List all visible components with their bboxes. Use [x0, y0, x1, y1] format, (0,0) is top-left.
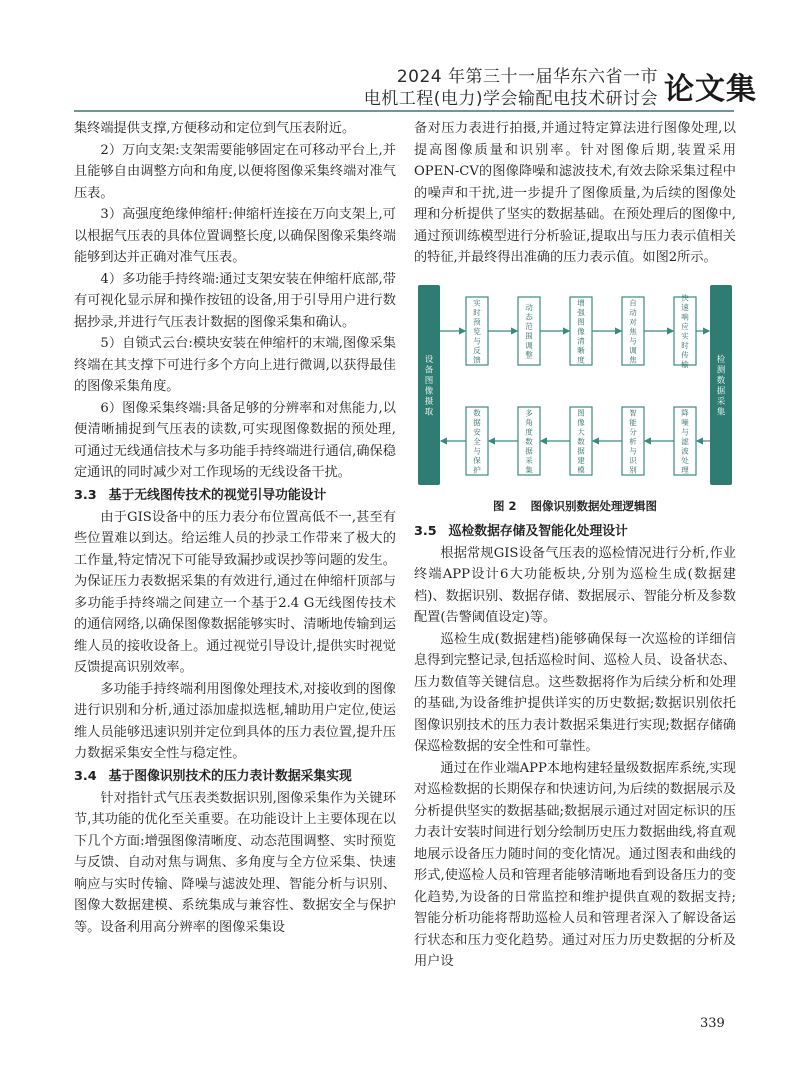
flow-box-label: 实时预览与反馈: [473, 297, 481, 364]
section-number: 3.3: [74, 487, 97, 503]
flow-box-label: 快速响应实时传输: [681, 293, 689, 369]
flow-box-label: 动态范围调整: [525, 302, 533, 359]
section-number: 3.4: [74, 768, 97, 784]
flow-diagram-svg: [414, 277, 736, 495]
page-header: [0, 0, 800, 108]
paragraph: 根据常规GIS设备气压表的巡检情况进行分析,作业终端APP设计6大功能板块,分别为巡检生成(数据建档)、数据识别、数据存储、数据展示、智能分析及参数配置(告警阈值设定)等。: [414, 545, 736, 625]
flow-box-top: [674, 292, 696, 369]
flow-box-label: 智能分析与识别: [629, 407, 637, 474]
flow-box-label: 增强图像清晰度: [577, 297, 585, 364]
flow-box-bottom: [622, 407, 644, 475]
flow-box-label: 数据安全与保护: [473, 407, 481, 474]
header-conference-year: 2024 年第三十一届华东六省一市: [396, 67, 658, 87]
section-number: 3.5: [414, 523, 437, 539]
flow-box-bottom: [466, 407, 488, 475]
flow-box-top: [570, 297, 592, 365]
paragraph: 通过在作业端APP本地构建轻量级数据库系统,实现对巡检数据的长期保存和快速访问,为后续的数据展示及分析提供坚实的数据基础;数据展示通过对固定标识的压力表计安装时间进行划分绘制历史压力数据曲线,将直观地展示设备压力随时间的变化情况。通过图表和曲线的形式,使巡检人员和管理者能够清晰地看到设备压力的变化趋势,为设备的日常监控和维护提供直观的数据支持;智能分析功能将帮助巡检人员和管理者深入了解设备运行状态和压力变化趋势。通过对压力历史数据的分析及用户设: [414, 760, 736, 969]
page-number: 339: [700, 1016, 725, 1031]
paragraph: 4）多功能手持终端:通过支架安装在伸缩杆底部,带有可视化显示屏和操作按钮的设备,用于引导用户进行数据抄录,并进行气压表计数据的图像采集和确认。: [74, 271, 396, 330]
figure-caption: [414, 497, 736, 515]
flow-box-label: 降噪与滤波处理: [681, 407, 689, 474]
paragraph: 多功能手持终端利用图像处理技术,对接收到的图像进行识别和分析,通过添加虚拟选框,辅助用户定位,使运维人员能够迅速识别并定位到具体的压力表位置,提升压力数据采集安全性与稳定性。: [74, 681, 396, 761]
flow-box-top: [518, 297, 540, 365]
section-title: 巡检数据存储及智能化处理设计: [448, 523, 628, 539]
flow-box-label: 自动对焦与调焦: [629, 297, 637, 364]
left-bar-label: 设备图像摄取: [424, 354, 434, 417]
paragraph: 备对压力表进行拍摄,并通过特定算法进行图像处理,以提高图像质量和识别率。针对图像后期,装置采用OPEN-CV的图像降噪和滤波技术,有效去除采集过程中的噪声和干扰,进一步提升了图像质量,为后续的图像处理和分析提供了坚实的数据基础。在预处理后的图像中,通过预训练模型进行分析验证,提取出与压力表示值相关的特征,并最终得出准确的压力表示值。如图2所示。: [414, 121, 736, 265]
section-heading-3-3: [74, 485, 396, 506]
left-column: [74, 118, 396, 938]
section-heading-3-4: [74, 766, 396, 787]
flow-box-top: [466, 297, 488, 365]
flow-box-label: 图像大数据建模: [577, 407, 585, 474]
figure-2-flow-diagram: [414, 277, 736, 495]
paragraph: 5）自锁式云台:模块安装在伸缩杆的末端,图像采集终端在其支撑下可进行多个方向上进行微调,以获得最佳的图像采集角度。: [74, 336, 396, 394]
paragraph: 6）图像采集终端:具备足够的分辨率和对焦能力,以便清晰捕捉到气压表的读数,可实现图像数据的预处理,可通过无线通信技术与多功能手持终端进行通信,确保稳定通讯的同时减少对工作现场的无线设备干扰。: [74, 400, 396, 480]
right-bar-label: 检测数据采集: [716, 354, 726, 417]
flow-box-bottom: [570, 407, 592, 475]
paragraph: 巡检生成(数据建档)能够确保每一次巡检的详细信息得到完整记录,包括巡检时间、巡检人员、设备状态、压力数值等关键信息。这些数据将作为后续分析和处理的基础,为设备维护提供详实的历史数据;数据识别依托图像识别技术的压力表计数据采集进行实现;数据存储确保巡检数据的安全性和可靠性。: [414, 631, 736, 754]
header-conference-name: 电机工程(电力)学会输配电技术研讨会: [363, 89, 658, 109]
paragraph: 由于GIS设备中的压力表分布位置高低不一,甚至有些位置难以到达。给运维人员的抄录工作带来了极大的工作量,特定情况下可能导致漏抄或误抄等问题的发生。为保证压力表数据采集的有效进行,通过在伸缩杆顶部与多功能手持终端之间建立一个基于2.4 G无线图传技术的通信网络,以确保图像数据能够实时、清晰地传输到运维人员的接收设备上。通过视觉引导设计,提供实时视觉反馈提高识别效率。: [74, 509, 396, 675]
section-heading-3-5: [414, 521, 736, 542]
caption-title: 图像识别数据处理逻辑图: [530, 498, 657, 513]
paragraph: 集终端提供支撑,方便移动和定位到气压表附近。: [74, 121, 356, 136]
flow-box-bottom: [518, 407, 540, 475]
flow-box-bottom: [674, 407, 696, 475]
paragraph: 2）万向支架:支架需要能够固定在可移动平台上,并且能够自由调整方向和角度,以便将图像采集终端对准气压表。: [74, 142, 396, 201]
header-logo-text: 论文集: [664, 72, 757, 107]
flow-box-top: [622, 297, 644, 365]
flow-box-label: 多角度数据采集: [525, 407, 533, 474]
caption-number: 图 2: [492, 498, 517, 513]
paragraph: 3）高强度绝缘伸缩杆:伸缩杆连接在万向支架上,可以根据气压表的具体位置调整长度,以确保图像采集终端能够到达并正确对准气压表。: [74, 207, 396, 265]
right-column: [414, 118, 736, 973]
section-title: 基于无线图传技术的视觉引导功能设计: [108, 487, 327, 503]
header-rule: [74, 110, 734, 112]
section-title: 基于图像识别技术的压力表计数据采集实现: [108, 768, 352, 784]
paragraph: 针对指针式气压表类数据识别,图像采集作为关键环节,其功能的优化至关重要。在功能设计上主要体现在以下几个方面:增强图像清晰度、动态范围调整、实时预览与反馈、自动对焦与调焦、多角度与全方位采集、快速响应与实时传输、降噪与滤波处理、智能分析与识别、图像大数据建模、系统集成与兼容性、数据安全与保护等。设备利用高分辨率的图像采集设: [74, 790, 396, 935]
